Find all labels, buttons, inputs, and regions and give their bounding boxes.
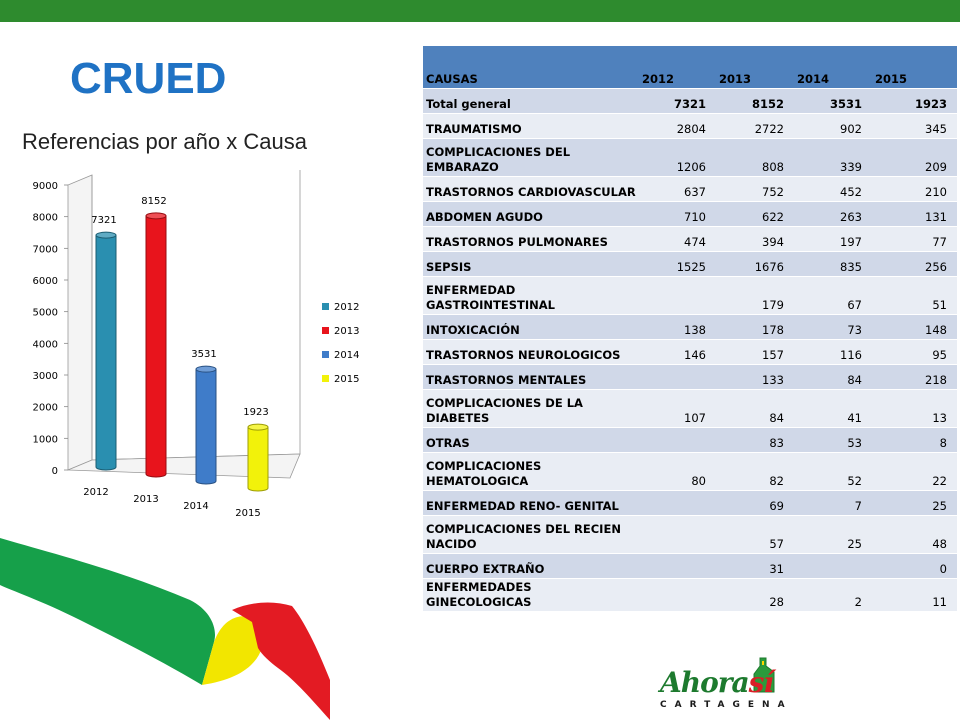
- cell-2014: 2: [794, 579, 872, 612]
- x-tick-label: 2015: [235, 508, 261, 519]
- cell-2012: 80: [639, 453, 716, 491]
- header-2012: 2012: [639, 46, 716, 89]
- y-tick-label: 3000: [32, 371, 58, 382]
- cause-name: TRASTORNOS PULMONARES: [423, 227, 639, 252]
- bar-2015: [248, 424, 268, 491]
- logo-word-accent: sí: [748, 666, 774, 699]
- cause-name: Total general: [423, 89, 639, 114]
- y-tick-label: 1000: [32, 434, 58, 446]
- cell-2012: 138: [639, 315, 716, 340]
- table-row: [423, 516, 957, 554]
- cell-2012: [639, 365, 716, 390]
- table-row: [423, 428, 957, 453]
- table-header-row: [423, 46, 957, 89]
- cell-2015: 22: [872, 453, 957, 491]
- cell-2015: 11: [872, 579, 957, 612]
- bar-2013: [146, 213, 166, 477]
- cell-2013: 179: [716, 277, 794, 315]
- data-label-2015: 1923: [243, 407, 269, 419]
- cell-2015: 13: [872, 390, 957, 428]
- cell-2015: 256: [872, 252, 957, 277]
- bar-2014: [196, 366, 216, 484]
- y-tick-label: 4000: [32, 339, 58, 351]
- table-row: [423, 365, 957, 390]
- x-tick-label: 2014: [183, 501, 209, 512]
- green-ribbon: [0, 538, 215, 685]
- y-tick-label: 2000: [32, 402, 58, 414]
- cause-name: TRAUMATISMO: [423, 114, 639, 139]
- top-green-bar: [0, 0, 960, 22]
- table-row: [423, 177, 957, 202]
- cell-2014: 452: [794, 177, 872, 202]
- cell-2015: 148: [872, 315, 957, 340]
- cell-2014: [794, 554, 872, 579]
- cause-name: TRASTORNOS MENTALES: [423, 365, 639, 390]
- cell-2015: 1923: [872, 89, 957, 114]
- y-tick-label: 0: [51, 466, 58, 477]
- cell-2013: 133: [716, 365, 794, 390]
- cell-2015: 8: [872, 428, 957, 453]
- cell-2015: 131: [872, 202, 957, 227]
- cell-2015: 95: [872, 340, 957, 365]
- table-row: [423, 139, 957, 177]
- legend-label-2015: 2015: [334, 374, 360, 385]
- header-2013: 2013: [716, 46, 794, 89]
- table-row: [423, 227, 957, 252]
- cell-2015: 25: [872, 491, 957, 516]
- cause-name: SEPSIS: [423, 252, 639, 277]
- cell-2015: 345: [872, 114, 957, 139]
- cause-name: COMPLICACIONES DEL RECIEN NACIDO: [423, 516, 639, 554]
- table-row: [423, 453, 957, 491]
- cell-2014: 339: [794, 139, 872, 177]
- cell-2012: [639, 428, 716, 453]
- table-row: [423, 315, 957, 340]
- cell-2012: 710: [639, 202, 716, 227]
- legend-swatch-2014: [322, 351, 329, 358]
- table-row: [423, 579, 957, 612]
- cell-2015: 209: [872, 139, 957, 177]
- y-tick-label: 5000: [32, 307, 58, 319]
- cell-2012: [639, 516, 716, 554]
- cell-2012: 146: [639, 340, 716, 365]
- chart-left-wall: [68, 175, 92, 470]
- legend-swatch-2013: [322, 327, 329, 334]
- table-body: [423, 89, 957, 612]
- slide-subtitle: Referencias por año x Causa: [22, 129, 307, 154]
- cause-name: COMPLICACIONES DE LA DIABETES: [423, 390, 639, 428]
- cell-2014: 902: [794, 114, 872, 139]
- cell-2015: 218: [872, 365, 957, 390]
- cell-2013: 178: [716, 315, 794, 340]
- cause-name: CUERPO EXTRAÑO: [423, 554, 639, 579]
- cause-name: ENFERMEDAD RENO- GENITAL: [423, 491, 639, 516]
- cell-2012: [639, 554, 716, 579]
- table-row: [423, 390, 957, 428]
- cell-2013: 69: [716, 491, 794, 516]
- cell-2012: [639, 277, 716, 315]
- table-row: [423, 340, 957, 365]
- cell-2012: 1206: [639, 139, 716, 177]
- cell-2014: 116: [794, 340, 872, 365]
- y-tick-label: 9000: [32, 181, 58, 192]
- table-row: [423, 202, 957, 227]
- cell-2013: 808: [716, 139, 794, 177]
- cell-2014: 67: [794, 277, 872, 315]
- logo-wordmark: [660, 666, 773, 699]
- legend-label-2012: 2012: [334, 302, 360, 313]
- cause-name: OTRAS: [423, 428, 639, 453]
- legend-swatch-2012: [322, 303, 329, 310]
- cell-2015: 77: [872, 227, 957, 252]
- table-row: [423, 252, 957, 277]
- x-tick-label: 2013: [133, 494, 159, 505]
- cause-name: TRASTORNOS CARDIOVASCULAR: [423, 177, 639, 202]
- cell-2012: 637: [639, 177, 716, 202]
- causes-table-wrap: [423, 46, 957, 612]
- cause-name: INTOXICACIÓN: [423, 315, 639, 340]
- cell-2012: [639, 579, 716, 612]
- cell-2013: 752: [716, 177, 794, 202]
- cause-name: COMPLICACIONES DEL EMBARAZO: [423, 139, 639, 177]
- cell-2015: 210: [872, 177, 957, 202]
- cause-name: ENFERMEDAD GASTROINTESTINAL: [423, 277, 639, 315]
- cell-2012: 2804: [639, 114, 716, 139]
- cell-2013: 622: [716, 202, 794, 227]
- cell-2013: 84: [716, 390, 794, 428]
- cause-name: ENFERMEDADES GINECOLOGICAS: [423, 579, 639, 612]
- cell-2012: [639, 491, 716, 516]
- cause-name: ABDOMEN AGUDO: [423, 202, 639, 227]
- cell-2013: 28: [716, 579, 794, 612]
- table-row: [423, 491, 957, 516]
- legend-label-2014: 2014: [334, 350, 360, 361]
- logo-city: CARTAGENA: [660, 700, 793, 710]
- cell-2013: 394: [716, 227, 794, 252]
- table-row: [423, 554, 957, 579]
- cell-2013: 2722: [716, 114, 794, 139]
- header-causas: CAUSAS: [423, 46, 639, 89]
- y-tick-label: 8000: [32, 212, 58, 224]
- causes-table: [423, 46, 957, 612]
- y-tick-label: 7000: [32, 244, 58, 256]
- cell-2013: 8152: [716, 89, 794, 114]
- ribbon-decoration: [0, 530, 330, 720]
- ahora-si-cartagena-logo: [656, 652, 793, 716]
- cause-name: COMPLICACIONES HEMATOLOGICA: [423, 453, 639, 491]
- table-row: [423, 89, 957, 114]
- slide-title: CRUED: [70, 54, 227, 103]
- cell-2013: 1676: [716, 252, 794, 277]
- cell-2012: 1525: [639, 252, 716, 277]
- cell-2014: 7: [794, 491, 872, 516]
- cell-2012: 7321: [639, 89, 716, 114]
- header-2014: 2014: [794, 46, 872, 89]
- cell-2014: 263: [794, 202, 872, 227]
- bar-2012: [96, 232, 116, 470]
- cell-2014: 52: [794, 453, 872, 491]
- logo-word-main: Ahora: [660, 666, 749, 699]
- cell-2012: 474: [639, 227, 716, 252]
- cell-2015: 51: [872, 277, 957, 315]
- table-row: [423, 277, 957, 315]
- cell-2014: 835: [794, 252, 872, 277]
- cell-2015: 0: [872, 554, 957, 579]
- cell-2015: 48: [872, 516, 957, 554]
- cell-2013: 157: [716, 340, 794, 365]
- cell-2013: 31: [716, 554, 794, 579]
- legend-swatch-2015: [322, 375, 329, 382]
- cause-name: TRASTORNOS NEUROLOGICOS: [423, 340, 639, 365]
- cell-2014: 73: [794, 315, 872, 340]
- cell-2014: 84: [794, 365, 872, 390]
- cell-2014: 53: [794, 428, 872, 453]
- cell-2012: 107: [639, 390, 716, 428]
- data-label-2012: 7321: [91, 215, 117, 227]
- bar-chart: [0, 170, 380, 530]
- cell-2013: 83: [716, 428, 794, 453]
- x-tick-label: 2012: [83, 487, 109, 498]
- table-row: [423, 114, 957, 139]
- y-tick-label: 6000: [32, 276, 58, 287]
- cell-2014: 197: [794, 227, 872, 252]
- cell-2014: 25: [794, 516, 872, 554]
- data-label-2013: 8152: [141, 195, 167, 207]
- cell-2014: 3531: [794, 89, 872, 114]
- cell-2013: 82: [716, 453, 794, 491]
- legend-label-2013: 2013: [334, 326, 360, 337]
- cell-2014: 41: [794, 390, 872, 428]
- data-label-2014: 3531: [191, 349, 217, 361]
- header-2015: 2015: [872, 46, 957, 89]
- cell-2013: 57: [716, 516, 794, 554]
